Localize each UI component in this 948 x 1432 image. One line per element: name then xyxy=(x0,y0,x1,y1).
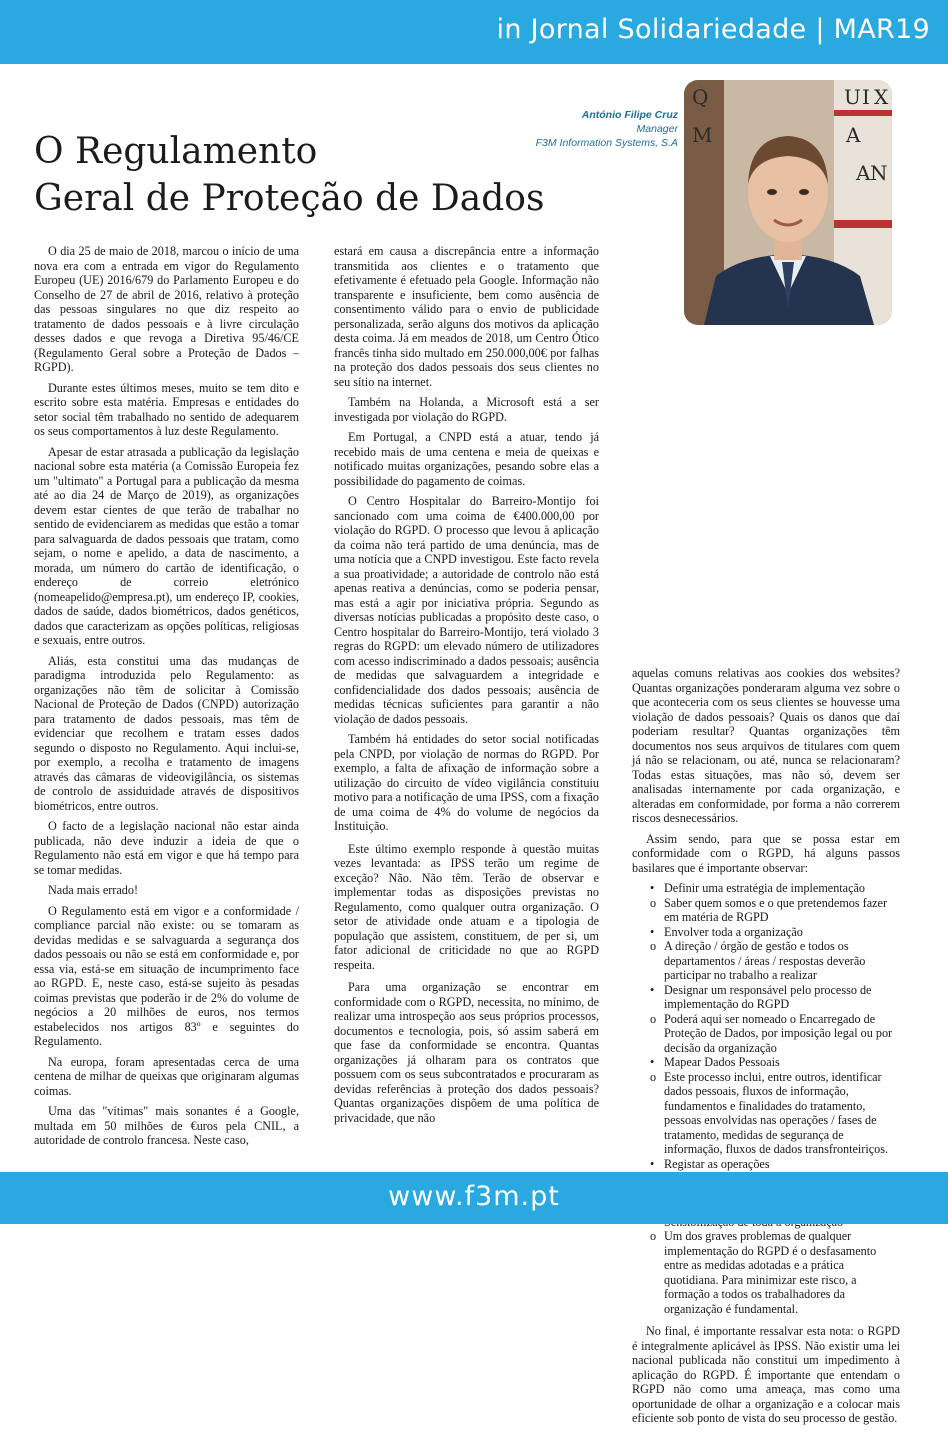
author-byline xyxy=(536,108,678,150)
list-item xyxy=(632,1157,900,1172)
paragraph: Este último exemplo responde à questão muitas vezes levantada: as IPSS terão um regime de exceção? Não. Não têm. Terão de observar e implementar todas as disposições previstas no Regulamento, como qualquer outra organização. O setor de atividade onde atuam e a tipologia de população que assistem, constituem, de per si, um fator adicional de criticidade no que ao RGPD respeita. xyxy=(334,841,599,972)
publication-title: in Jornal Solidariedade | MAR19 xyxy=(496,14,930,45)
website-url: www.f3m.pt xyxy=(388,1181,560,1212)
photo-letter: A xyxy=(846,123,861,147)
footer-bar xyxy=(0,1172,948,1224)
bullet-marker: • xyxy=(650,1156,655,1171)
header-bar xyxy=(0,0,948,64)
list-item xyxy=(632,1055,900,1070)
list-item xyxy=(632,925,900,940)
article-column-3 xyxy=(632,666,900,1432)
author-name: António Filipe Cruz xyxy=(581,109,678,121)
photo-letter: X xyxy=(874,85,889,109)
list-item xyxy=(632,1012,900,1056)
article-title-line-1: O Regulamento xyxy=(34,131,318,172)
bullet-marker: o xyxy=(650,1011,657,1026)
paragraph: Para uma organização se encontrar em conformidade com o RGPD, necessita, no mínimo, de realizar uma introspeção aos seus próprios processos, documentos e tecnologia, pois, só assim saberá em que fase da conformidade se encontra. Quantas organizações já olharam para os contratos que possuem com os seus subcontratados e procuraram as devidas referências à proteção dos dados pessoais? Quantas organizações dispõem de uma política de privacidade, que não xyxy=(334,980,599,1125)
paragraph: Na europa, foram apresentadas cerca de uma centena de milhar de queixas que originaram algumas coimas. xyxy=(34,1054,299,1098)
list-item-text: Definir uma estratégia de implementação xyxy=(664,881,866,895)
bullet-marker: o xyxy=(650,939,657,953)
paragraph: Também há entidades do setor social notificadas pela CNPD, por violação de normas do RGPD. Por exemplo, a falta de afixação de informação sobre a utilização do circuito de vídeo vigilância constituiu motivo para a notificação de uma IPSS, com a fixação de uma coima de 4% do volume de negócios da Instituição. xyxy=(334,732,599,833)
photo-letter: N xyxy=(870,161,888,185)
paragraph: No final, é importante ressalvar esta nota: o RGPD é integralmente aplicável às IPSS. Não existir uma lei nacional publicada não constitui um impedimento à aplicação do RGPD. É importante que entendam o RGPD não como uma ameaça, mas como uma oportunidade de olhar a organização e a colocar mais eficiente sob ponto de vista do seu processo de gestão. xyxy=(632,1324,900,1425)
bullet-marker: • xyxy=(650,1055,655,1069)
photo-letter: Q xyxy=(692,85,709,109)
article-column-1 xyxy=(34,244,299,1154)
paragraph: Apesar de estar atrasada a publicação da legislação nacional sobre esta matéria (a Comissão Europeia fez um "ultimato" a Portugal para a publicação da mesma até ao dia 24 de Março de 2019), as organizações devem estar cientes de que terão de trabalhar no sentido de evidenciarem as medidas que estão a tomar para salvaguarda de dados pessoais que tratam, como sejam, o nome e apelido, a data de nascimento, a morada, um número do cartão de identificação, o endereço de correio eletrónico (nomeapelido@empresa.pt), um endereço IP, cookies, dados de saúde, dados biométricos, dados genéticos, dados que caracterizam as opções políticas, religiosas e sexuais, entre outros. xyxy=(34,444,299,647)
list-item-text: Saber quem somos e o que pretendemos fazer em matéria de RGPD xyxy=(664,895,888,924)
paragraph: Nada mais errado! xyxy=(48,883,139,897)
author-photo xyxy=(684,80,892,325)
author-role: Manager xyxy=(636,123,678,135)
bullet-marker: • xyxy=(650,881,655,895)
list-item-text: Poderá aqui ser nomeado o Encarregado de Proteção de Dados, por imposição legal ou por decisão da organização xyxy=(664,1011,893,1055)
bullet-marker: o xyxy=(650,1069,657,1084)
list-item-text: Mapear Dados Pessoais xyxy=(664,1055,780,1069)
photo-letter: I xyxy=(862,85,870,109)
photo-letter: U xyxy=(844,85,861,109)
paragraph: estará em causa a discrepância entre a informação transmitida aos clientes e o tratamento que efetivamente é efetuado pela Google. Informação não transparente e insuficiente, bem como ausência de consentimento válido para o envio de publicidade personalizada, serão alguns dos motivos da aplicação desta coima. Já em meados de 2018, um Centro Ótico francês tinha sido multado em 250.000,00€ por falhas na proteção dos dados pessoais dos seus clientes no seu sítio na internet. xyxy=(334,244,599,389)
list-item-text: A direção / órgão de gestão e todos os departamentos / áreas / respostas deverão participar no trabalho a realizar xyxy=(664,939,866,982)
photo-letter: A xyxy=(856,161,871,185)
bullet-marker: • xyxy=(650,982,655,997)
article-title xyxy=(34,128,544,222)
paragraph: Em Portugal, a CNPD está a atuar, tendo já recebido mais de uma centena e meia de queixas e notificado muitas organizações, pesando sobre elas a possibilidade do pagamento de coimas. xyxy=(334,430,599,488)
paragraph: Uma das "vítimas" mais sonantes é a Google, multada em 50 milhões de €uros pela CNIL, a autoridade de controlo francesa. Neste caso, xyxy=(34,1104,299,1147)
paragraph: O facto de a legislação nacional não estar ainda publicada, não deve induzir a ideia de que o Regulamento não está em vigor e que há tempo para se tomar medidas. xyxy=(34,819,299,877)
list-item xyxy=(632,1229,900,1316)
paragraph: O Regulamento está em vigor e a conformidade / compliance parcial não existe: ou se tomaram as devidas medidas e se salvaguarda a segurança dos dados pessoais ou não se está em conformidade e, por essa via, está-se em situação de incumprimento face ao RGPD. E, neste caso, está-se sujeito às pesadas coimas previstas que poderão ir de 2% do volume de negócios a 20 milhões de euros, nos termos estabelecidos nos artigos 83º e seguintes do Regulamento. xyxy=(34,903,299,1048)
article-column-2 xyxy=(334,244,599,1131)
list-item xyxy=(632,881,900,896)
paragraph: O dia 25 de maio de 2018, marcou o início de uma nova era com a entrada em vigor do Regulamento Europeu (UE) 2016/679 do Parlamento Europeu e do Conselho de 27 de abril de 2016, relativo à proteção das pessoas singulares no que diz respeito ao tratamento de dados pessoais e à livre circulação desses dados e que revoga a Diretiva 95/46/CE (Regulamento Geral sobre a Proteção de Dados – RGPD). xyxy=(34,244,299,374)
list-item-text: Designar um responsável pelo processo de implementação do RGPD xyxy=(664,982,872,1011)
list-item xyxy=(632,939,900,983)
paragraph: aquelas comuns relativas aos cookies dos websites? Quantas organizações ponderaram alguma vez sobre o que aconteceria com os seus clientes se houvesse uma violação de dados pessoais? Quais os danos que daí poderiam resultar? Quantas organizações têm documentos nos seus arquivos de titulares com quem já não se relacionam, ou até, nunca se relacionaram? Todas estas situações, mas não só, devem ser analisadas internamente por cada organização, e alteradas em conformidade, por forma a não correrem riscos desnecessários. xyxy=(632,666,900,825)
bullet-marker: o xyxy=(650,1229,657,1243)
paragraph: Assim sendo, para que se possa estar em conformidade com o RGPD, há alguns passos basilares que é importante observar: xyxy=(632,831,900,875)
article-title-line-2: Geral de Proteção de Dados xyxy=(34,178,545,219)
paragraph: O Centro Hospitalar do Barreiro-Montijo foi sancionado com uma coima de €400.000,00 por violação do RGPD. O processo que levou à aplicação da coima não terá partido de uma denúncia, mas de uma notícia que a CNPD investigou. Este facto revela a sua proatividade; a autoridade de controlo não está apenas reativa a denúncias, como se poderia pensar, mas está a agir por iniciativa própria. Segundo as diversas notícias publicadas a propósito deste caso, o Centro hospitalar do Barreiro-Montijo, terá violado 3 regras do RGPD: um elevado número de utilizadores com acesso indiscriminado a dados pessoais; ausência de medidas que salvaguardem a integridade e confidencialidade dos dados pessoais; ausência de medidas técnicas suficientes para garantir a não violação de dados pessoais. xyxy=(334,494,599,726)
list-item-text: Registar as operações xyxy=(664,1156,770,1171)
list-item xyxy=(632,1070,900,1157)
list-item-text: Um dos graves problemas de qualquer implementação do RGPD é o desfasamento entre as medidas adotadas e a prática quotidiana. Para minimizar este risco, a formação a todos os trabalhadores da organização é fundamental. xyxy=(664,1229,877,1316)
list-item-text: Envolver toda a organização xyxy=(664,924,803,939)
implementation-steps-list xyxy=(632,881,900,1316)
list-item xyxy=(632,896,900,925)
list-item xyxy=(632,983,900,1012)
paragraph: Durante estes últimos meses, muito se tem dito e escrito sobre esta matéria. Empresas e entidades do setor social têm trabalhado no sentido de adequarem os seus comportamentos à luz deste Regulamento. xyxy=(34,380,299,438)
photo-letter: M xyxy=(692,123,713,147)
list-item-text: Este processo inclui, entre outros, identificar dados pessoais, fluxos de informação, fundamentos e finalidades do tratamento, pessoas envolvidas nas operações / fases de tratamento, medidas de segurança de informação, fluxos de dados transfronteiriços. xyxy=(664,1069,889,1156)
bullet-marker: o xyxy=(650,895,657,910)
paragraph: Também na Holanda, a Microsoft está a ser investigada por violação do RGPD. xyxy=(334,395,599,424)
author-company: F3M Information Systems, S.A xyxy=(535,137,678,149)
paragraph: Aliás, esta constitui uma das mudanças de paradigma introduzida pelo Regulamento: as organizações não têm de solicitar à Comissão Nacional de Proteção de Dados (CNPD) autorização para tratamento de dados pessoais, mas têm de evidenciar que recolhem e tratam esses dados segundo o disposto no Regulamento. Aqui inclui-se, por exemplo, a recolha e tratamento de imagens através das câmaras de videovigilância, os sistemas de controlo de assiduidade através de dispositivos biométricos, entre outros. xyxy=(34,653,299,813)
bullet-marker: • xyxy=(650,924,655,939)
